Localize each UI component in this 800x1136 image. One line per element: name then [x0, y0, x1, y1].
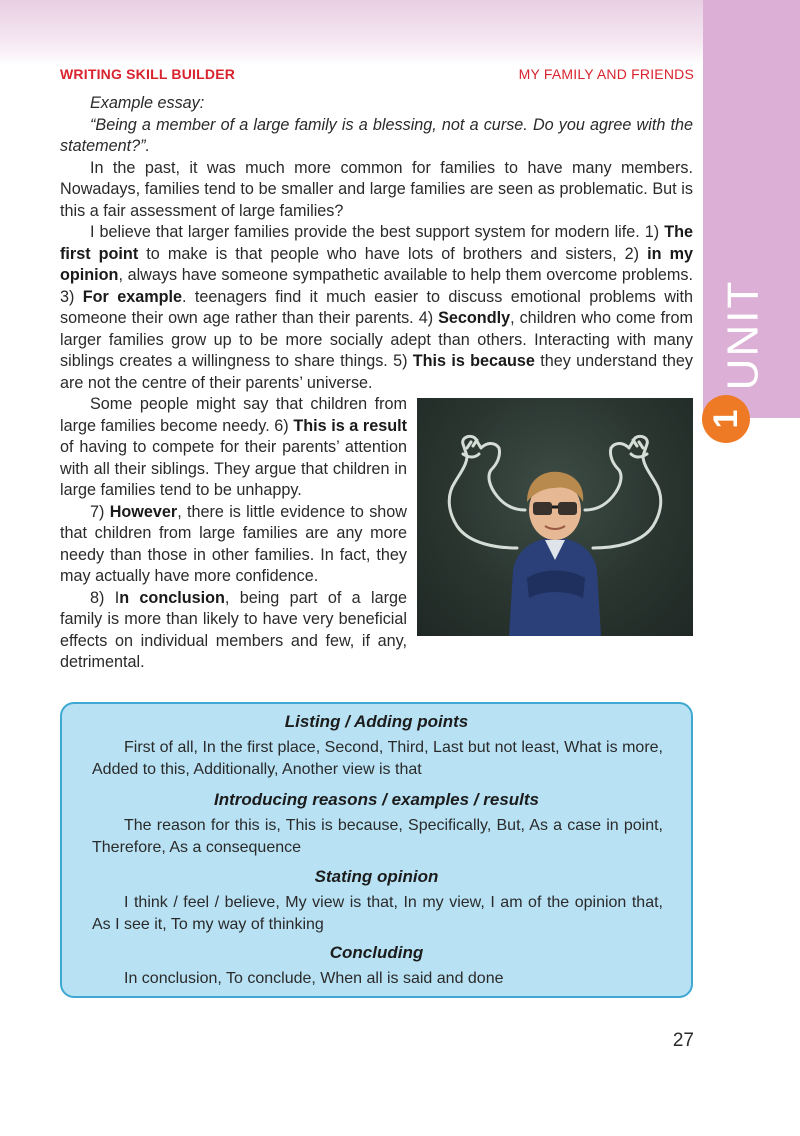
linker-6: This is a result	[293, 416, 408, 435]
section-header: WRITING SKILL BUILDER	[60, 66, 236, 82]
essay-paragraph-2: I believe that larger families provide the best support system for modern life. 1) The first point to make is that people who have lots of brothers and sisters, 2) in my opinion, always have someone sympathetic available to help them overcome problems. 3) For example. teenagers find it much easier to discuss emotional problems with someone their own age rather than their parents. 4) Secondly, children who come from larger families grow up to be more socially adept than others. Interacting with many siblings creates a willingness to share things. 5) This is because they understand they are not the centre of their parents’ universe.	[60, 223, 694, 392]
linker-4: Secondly	[438, 309, 511, 327]
useful-phrases-box	[60, 702, 693, 998]
linker-2: in my opinion	[60, 244, 694, 284]
linker-5: This is because	[412, 352, 535, 370]
essay-body	[60, 93, 693, 674]
essay-paragraph-3: Some people might say that children from large families become needy. 6) This is a result of having to compete for their parents’ attention with all their siblings. They argue that children in large families tend to be unhappy.	[60, 395, 408, 499]
essay-paragraph-1: In the past, it was much more common for families to have many members. Nowadays, families tend to be smaller and large families are seen as problematic. But is this a fair assessment of large families?	[60, 158, 693, 220]
phrases-section-listing	[62, 711, 691, 780]
section-title: Listing / Adding points	[284, 712, 469, 731]
boy-muscles-photo	[417, 398, 693, 636]
essay-question: “Being a member of a large family is a blessing, not a curse. Do you agree with the statement?”.	[60, 115, 693, 155]
top-band	[0, 0, 800, 66]
svg-text:1: 1	[707, 409, 745, 429]
unit-label	[718, 270, 768, 400]
linker-3: For example	[82, 287, 182, 306]
phrases-section-opinion	[62, 866, 691, 935]
section-phrases: In conclusion, To conclude, When all is said and done	[124, 970, 504, 987]
section-title: Concluding	[329, 943, 424, 962]
section-phrases: The reason for this is, This is because, Specifically, But, As a case in point, Therefore, As a consequence	[92, 817, 663, 856]
phrases-section-concluding	[62, 942, 691, 990]
svg-text:UNIT: UNIT	[718, 279, 768, 391]
section-phrases: I think / feel / believe, My view is that, In my view, I am of the opinion that, As I see it, To my way of thinking	[92, 894, 663, 933]
essay-paragraph-5: 8) In conclusion, being part of a large family is more than likely to have very beneficial effects on individual members and few, if any, detrimental.	[60, 588, 407, 671]
linker-1: The first point	[60, 223, 693, 263]
unit-number-badge	[702, 395, 750, 443]
section-title: Stating opinion	[314, 867, 439, 886]
section-phrases: First of all, In the first place, Second, Third, Last but not least, What is more, Added to this, Additionally, Another view is that	[92, 739, 663, 778]
chapter-header: MY FAMILY AND FRIENDS	[518, 66, 694, 82]
linker-7: However	[109, 502, 178, 521]
essay-paragraph-4: 7) However, there is little evidence to show that children from large families are any more needy than those in other families. In fact, they may actually have more confidence.	[60, 502, 407, 585]
essay-label: Example essay:	[90, 94, 205, 112]
linker-8: n conclusion	[119, 588, 225, 607]
page-number: 27	[672, 1030, 694, 1051]
phrases-section-reasons	[62, 789, 691, 858]
section-title: Introducing reasons / examples / results	[214, 790, 539, 809]
